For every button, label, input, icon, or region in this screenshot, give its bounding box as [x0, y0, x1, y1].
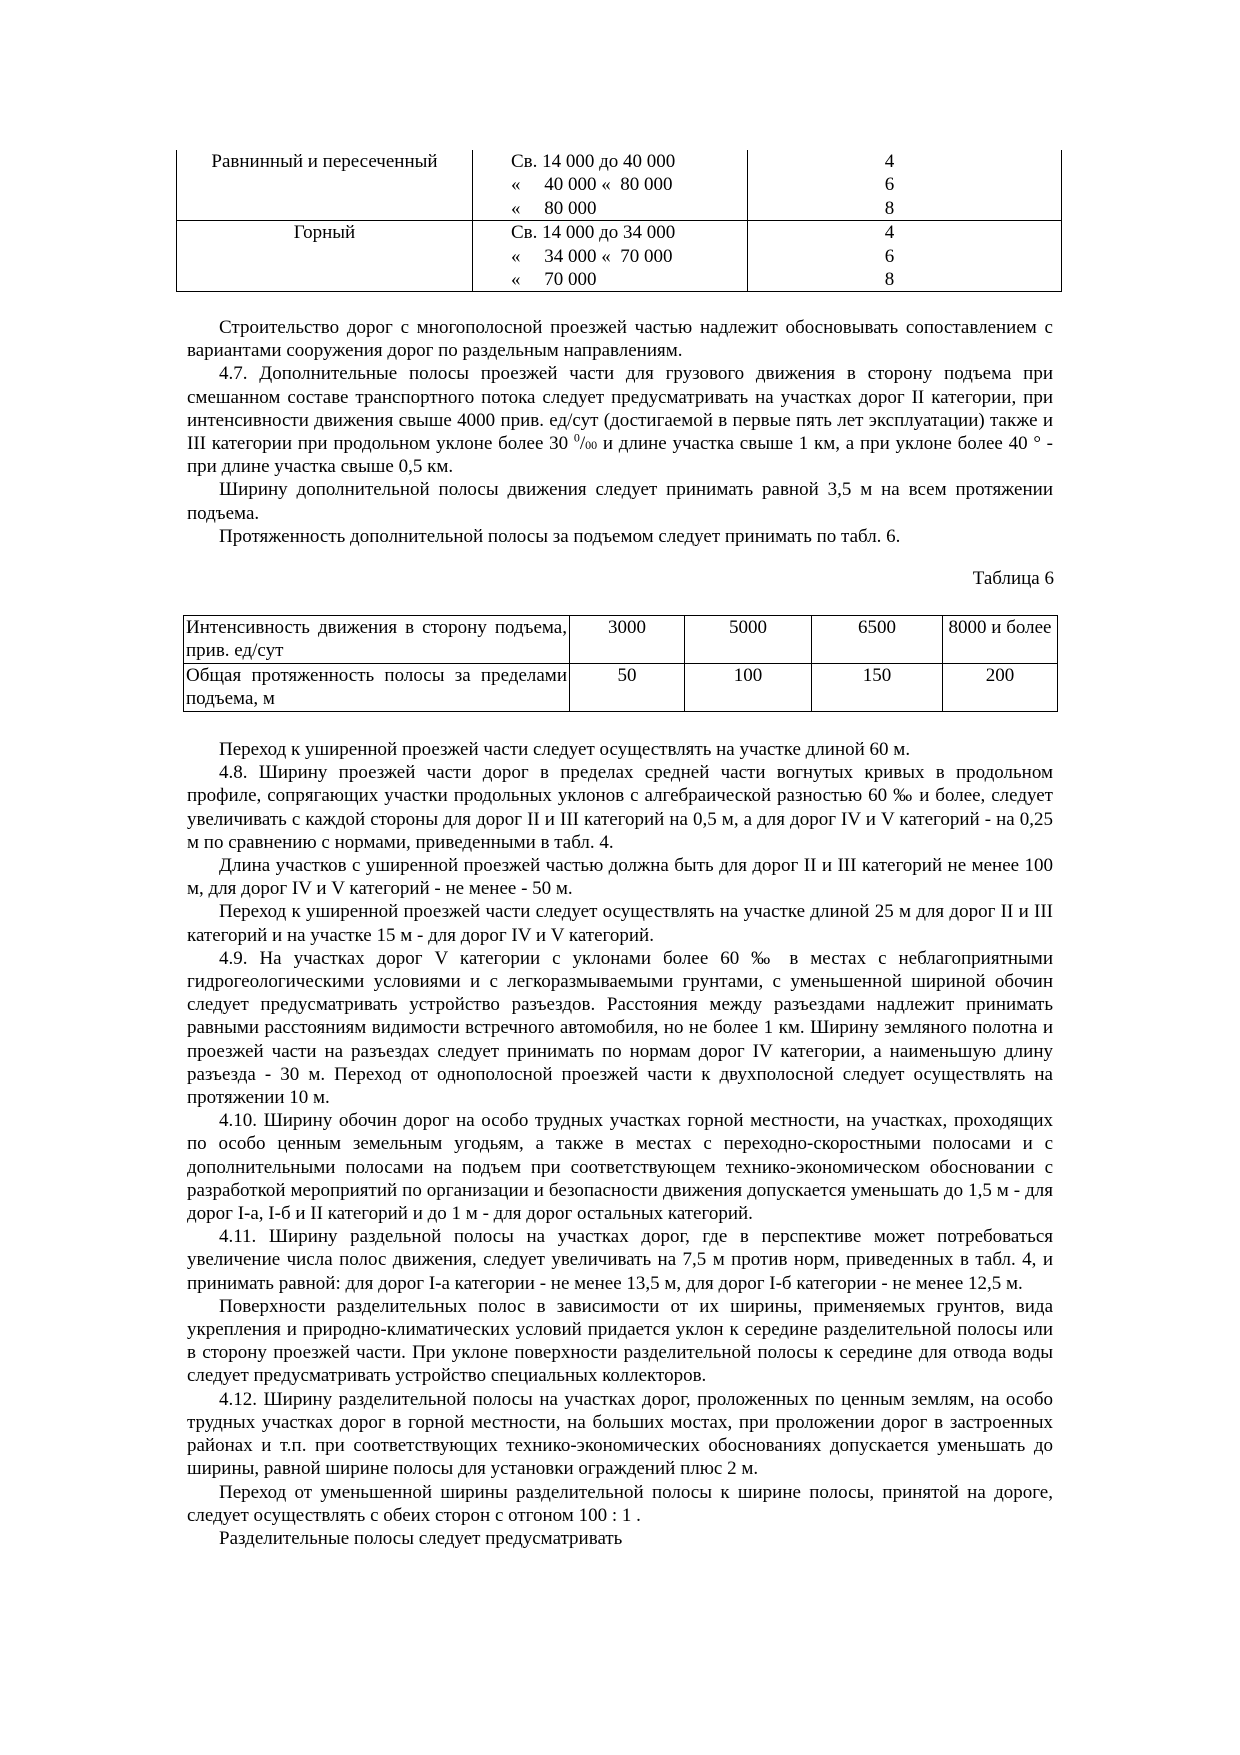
text-block-1 [187, 316, 1053, 548]
text-block-2 [187, 738, 1053, 1550]
table-cell: 150 [812, 663, 943, 711]
table-cell: 3000 [570, 616, 685, 664]
intensity-value: « 40 000 « 80 000 [511, 174, 673, 196]
paragraph-4-7 [187, 362, 1053, 478]
table-row [184, 616, 1058, 664]
paragraph-4-8: 4.8. Ширину проезжей части дорог в пределах средней части вогнутых кривых в продольном профиле, сопрягающих участки продольных уклонов с алгебраической разностью 60 ‰ и более, следует увеличивать с каждой стороны для дорог II и III категорий на 0,5 м, а для дорог IV и V категорий - на 0,25 м по сравнению с нормами, приведенными в табл. 4. [187, 762, 1053, 853]
table-caption: Таблица 6 [972, 568, 1054, 589]
table-cell: 8000 и более [943, 616, 1058, 664]
permille-slash: / [579, 433, 586, 455]
permille-sub: 00 [585, 438, 598, 453]
table-cell: 200 [943, 663, 1058, 711]
paragraph-text: 4.7. Дополнительные полосы проезжей части для грузового движения в сторону подъема при смешанном составе транспортного потока следует предусматривать на участках дорог II категории, при интенсивности движения свыше 4000 прив. ед/сут (достигаемой в первые пять лет эксплуатации) также и III категории при продольном уклоне более 30 [187, 363, 1053, 455]
table-row [177, 221, 1062, 292]
paragraph: Переход к уширенной проезжей части следует осуществлять на участке длиной 60 м. [219, 739, 911, 760]
intensity-value: Св. 14 000 до 40 000 [511, 151, 676, 172]
terrain-cell: Горный [177, 221, 473, 292]
paragraph-4-9: 4.9. На участках дорог V категории с уклонами более 60 ‰ в местах с неблагоприятными гидрогеологическими условиями и с легкоразмываемыми грунтами, с уменьшенной шириной обочин следует предусматривать устройство разъездов. Расстояния между разъездами надлежит принимать равными расстояниям видимости встречного автомобиля, но не более 1 км. Ширину земляного полотна и проезжей части на разъездах следует принимать по нормам дорог IV категории, а наименьшую длину разъезда - 30 м. Переход от однополосной проезжей части к двухполосной следует осуществлять на протяжении 10 м. [187, 947, 1053, 1109]
lanes-value: 8 [884, 197, 895, 219]
lanes-value: 4 [884, 151, 895, 172]
intensity-cell [473, 221, 748, 292]
table-cell: 6500 [812, 616, 943, 664]
intensity-cell [473, 150, 748, 220]
table-cell: 50 [570, 663, 685, 711]
paragraph: Протяженность дополнительной полосы за подъемом следует принимать по табл. 6. [219, 525, 901, 547]
paragraph: Переход от уменьшенной ширины разделительной полосы к ширине полосы, принятой на дороге, следует осуществлять с обеих сторон с отгоном 100 : 1 . [187, 1481, 1053, 1526]
permille-sup: 0 [573, 430, 580, 445]
lanes-table-continuation [176, 150, 1062, 292]
lanes-cell [748, 221, 1062, 292]
row-header: Интенсивность движения в сторону подъема, прив. ед/сут [184, 616, 570, 664]
paragraph: Ширину дополнительной полосы движения следует принимать равной 3,5 м на всем протяжении подъема. [187, 479, 1053, 524]
paragraph: Поверхности разделительных полос в зависимости от их ширины, применяемых грунтов, вида укрепления и природно-климатических условий придается уклон к середине разделительной полосы или в сторону проезжей части. При уклоне поверхности разделительной полосы к середине для отвода воды следует предусматривать устройство специальных коллекторов. [187, 1295, 1053, 1387]
terrain-cell: Равнинный и пересеченный [177, 150, 473, 220]
intensity-value: Св. 14 000 до 34 000 [511, 222, 676, 244]
lanes-value: 8 [884, 269, 895, 291]
paragraph-text: и длине участка свыше 1 км, а при уклоне более 40 ° - при длине участка свыше 0,5 км. [187, 433, 1053, 478]
paragraph: Переход к уширенной проезжей части следует осуществлять на участке длиной 25 м для дорог II и III категорий и на участке 15 м - для дорог IV и V категорий. [187, 901, 1053, 946]
paragraph: Длина участков с уширенной проезжей частью должна быть для дорог II и III категорий не менее 100 м, для дорог IV и V категорий - не менее - 50 м. [187, 855, 1053, 900]
lanes-value: 6 [884, 245, 895, 267]
row-header: Общая протяженность полосы за пределами подъема, м [184, 663, 570, 711]
table-cell: 100 [685, 663, 812, 711]
extra-lane-length-table [183, 615, 1058, 712]
lanes-cell [748, 150, 1062, 220]
table-cell: 5000 [685, 616, 812, 664]
table-row [177, 150, 1062, 220]
intensity-value: « 70 000 [511, 269, 597, 291]
paragraph: Строительство дорог с многополосной проезжей частью надлежит обосновывать сопоставлением с вариантами сооружения дорог по раздельным направлениям. [187, 317, 1053, 362]
table-row [184, 663, 1058, 711]
lanes-value: 4 [884, 222, 895, 244]
paragraph: Разделительные полосы следует предусматривать [219, 1527, 623, 1549]
paragraph-4-11: 4.11. Ширину раздельной полосы на участках дорог, где в перспективе может потребоваться увеличение числа полос движения, следует увеличивать на 7,5 м против норм, приведенных в табл. 4, и принимать равной: для дорог I-а категории - не менее 13,5 м, для дорог I-б категории - не менее 12,5 м. [187, 1226, 1053, 1294]
intensity-value: « 80 000 [511, 197, 597, 219]
intensity-value: « 34 000 « 70 000 [511, 245, 673, 267]
lanes-value: 6 [884, 174, 895, 196]
paragraph-4-10: 4.10. Ширину обочин дорог на особо трудных участках горной местности, на участках, проходящих по особо ценным земельным угодьям, а также в местах с переходно-скоростными полосами и с дополнительными полосами на подъем при соответствующем технико-экономическом обосновании с разработкой мероприятий по организации и безопасности движения допускается уменьшать до 1,5 м - для дорог I-а, I-б и II категорий и до 1 м - для дорог остальных категорий. [187, 1110, 1053, 1225]
paragraph-4-12: 4.12. Ширину разделительной полосы на участках дорог, проложенных по ценным землям, на особо трудных участках дорог в горной местности, на больших мостах, при проложении дорог в застроенных районах и т.п. при соответствующих технико-экономических обоснованиях допускается уменьшать до ширины, равной ширине полосы для установки ограждений плюс 2 м. [187, 1388, 1053, 1480]
